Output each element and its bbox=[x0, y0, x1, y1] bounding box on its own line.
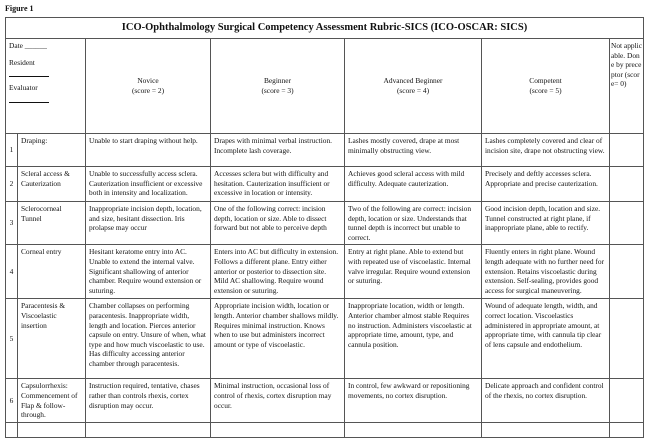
table-row-partial bbox=[6, 422, 644, 437]
figure-label: Figure 1 bbox=[5, 4, 34, 13]
empty-cell bbox=[211, 422, 345, 437]
not-applicable-cell bbox=[610, 202, 644, 245]
advanced-beginner-criteria: Lashes mostly covered, drape at most minimally obstructing view. bbox=[345, 134, 482, 167]
empty-cell bbox=[610, 422, 644, 437]
rubric-table bbox=[5, 17, 644, 438]
beginner-criteria: Drapes with minimal verbal instruction. Incomplete lash coverage. bbox=[211, 134, 345, 167]
task-name: Draping: bbox=[18, 134, 86, 167]
resident-blank bbox=[9, 67, 49, 77]
row-number: 5 bbox=[6, 299, 18, 379]
empty-cell bbox=[345, 422, 482, 437]
advanced-beginner-criteria: Two of the following are correct: incision depth, location or size. Understands that tunnel depth is incorrect but unable to correct. bbox=[345, 202, 482, 245]
date-field: Date ______ bbox=[9, 41, 47, 50]
advanced-beginner-criteria: Entry at right plane. Able to extend but with repeated use of viscoelastic. Internal valve irregular. Require wound extension or suturing. bbox=[345, 245, 482, 299]
not-applicable-cell bbox=[610, 167, 644, 202]
level-competent: Competent (score = 5) bbox=[482, 39, 610, 134]
beginner-criteria: Enters into AC but difficulty in extension. Follows a different plane. Entry either anterior or posterior to dissection site. Mild AC shallowing. Require wound extension or suturing. bbox=[211, 245, 345, 299]
novice-criteria: Unable to start draping without help. bbox=[86, 134, 211, 167]
task-name: Corneal entry bbox=[18, 245, 86, 299]
competent-criteria: Delicate approach and confident control of the rhexis, no cortex disruption. bbox=[482, 379, 610, 422]
task-name: Sclerocorneal Tunnel bbox=[18, 202, 86, 245]
row-number: 4 bbox=[6, 245, 18, 299]
task-name: Capsulorrhexis: Commencement of Flap & follow-through. bbox=[18, 379, 86, 422]
competent-criteria: Lashes completely covered and clear of incision site, drape not obstructing view. bbox=[482, 134, 610, 167]
beginner-criteria: Appropriate incision width, location or length. Anterior chamber shallows mildly. Requires minimal instruction. Knows when to use but administers incorrect amount or type of viscoelastic. bbox=[211, 299, 345, 379]
empty-cell bbox=[86, 422, 211, 437]
resident-label: Resident bbox=[9, 57, 35, 67]
competent-criteria: Precisely and deftly accesses sclera. Appropriate and precise cauterization. bbox=[482, 167, 610, 202]
novice-criteria: Chamber collapses on performing paracentesis. Inappropriate width, length and location. Pierces anterior capsule on entry. Unsure of when, what type and how much viscoelastic to use. Has difficulty accessing anterior chamber through paracentesis. bbox=[86, 299, 211, 379]
table-row bbox=[6, 134, 644, 167]
row-number: 3 bbox=[6, 202, 18, 245]
beginner-criteria: Minimal instruction, occasional loss of control of rhexis, cortex disruption may occur. bbox=[211, 379, 345, 422]
evaluator-blank bbox=[9, 93, 49, 103]
empty-cell bbox=[6, 422, 18, 437]
novice-criteria: Instruction required, tentative, chases rather than controls rhexis, cortex disruption may occur. bbox=[86, 379, 211, 422]
level-advanced-beginner: Advanced Beginner (score = 4) bbox=[345, 39, 482, 134]
novice-criteria: Inappropriate incision depth, location, and size, hesitant dissection. Iris prolapse may occur bbox=[86, 202, 211, 245]
not-applicable-cell bbox=[610, 134, 644, 167]
advanced-beginner-criteria: Inappropriate location, width or length. Anterior chamber almost stable Requires no instruction. Administers viscoelastic at appropriate time, amount, type, and cannula position. bbox=[345, 299, 482, 379]
evaluator-label: Evaluator bbox=[9, 83, 38, 93]
level-not-applicable: Not applicable. Done by preceptor (score= 0) bbox=[610, 39, 644, 134]
task-name: Paracentesis & Viscoelastic insertion bbox=[18, 299, 86, 379]
competent-criteria: Fluently enters in right plane. Wound length adequate with no further need for extension. Retains viscoelastic during extension. Self-sealing, provides good access for surgical maneuvering. bbox=[482, 245, 610, 299]
table-row bbox=[6, 379, 644, 422]
table-row bbox=[6, 299, 644, 379]
beginner-criteria: Accesses sclera but with difficulty and hesitation. Cauterization insufficient or excessive in location or intensity. bbox=[211, 167, 345, 202]
not-applicable-cell bbox=[610, 299, 644, 379]
level-beginner: Beginner (score = 3) bbox=[211, 39, 345, 134]
table-row bbox=[6, 202, 644, 245]
competent-criteria: Good incision depth, location and size. Tunnel constructed at right plane, if inappropriate plane, able to rectify. bbox=[482, 202, 610, 245]
empty-cell bbox=[482, 422, 610, 437]
row-number: 6 bbox=[6, 379, 18, 422]
novice-criteria: Hesitant keratome entry into AC. Unable to extend the internal valve. Significant shallowing of anterior chamber. Require wound extension or suturing. bbox=[86, 245, 211, 299]
empty-cell bbox=[18, 422, 86, 437]
not-applicable-cell bbox=[610, 379, 644, 422]
row-number: 1 bbox=[6, 134, 18, 167]
task-name: Scleral access & Cauterization bbox=[18, 167, 86, 202]
advanced-beginner-criteria: Achieves good scleral access with mild difficulty. Adequate cauterization. bbox=[345, 167, 482, 202]
beginner-criteria: One of the following correct: incision depth, location or size. Able to dissect forward but not able to perceive depth bbox=[211, 202, 345, 245]
advanced-beginner-criteria: In control, few awkward or repositioning movements, no cortex disruption. bbox=[345, 379, 482, 422]
rubric-title: ICO-Ophthalmology Surgical Competency Assessment Rubric-SICS (ICO-OSCAR: SICS) bbox=[6, 18, 644, 39]
form-fields bbox=[6, 39, 86, 134]
not-applicable-cell bbox=[610, 245, 644, 299]
table-row bbox=[6, 167, 644, 202]
competent-criteria: Wound of adequate length, width, and correct location. Viscoelastics administered in appropriate amount, at appropriate time, with cannula tip clear of lens capsule and endothelium. bbox=[482, 299, 610, 379]
table-row bbox=[6, 245, 644, 299]
row-number: 2 bbox=[6, 167, 18, 202]
novice-criteria: Unable to successfully access sclera. Cauterization insufficient or excessive both in intensity and localization. bbox=[86, 167, 211, 202]
level-novice: Novice (score = 2) bbox=[86, 39, 211, 134]
